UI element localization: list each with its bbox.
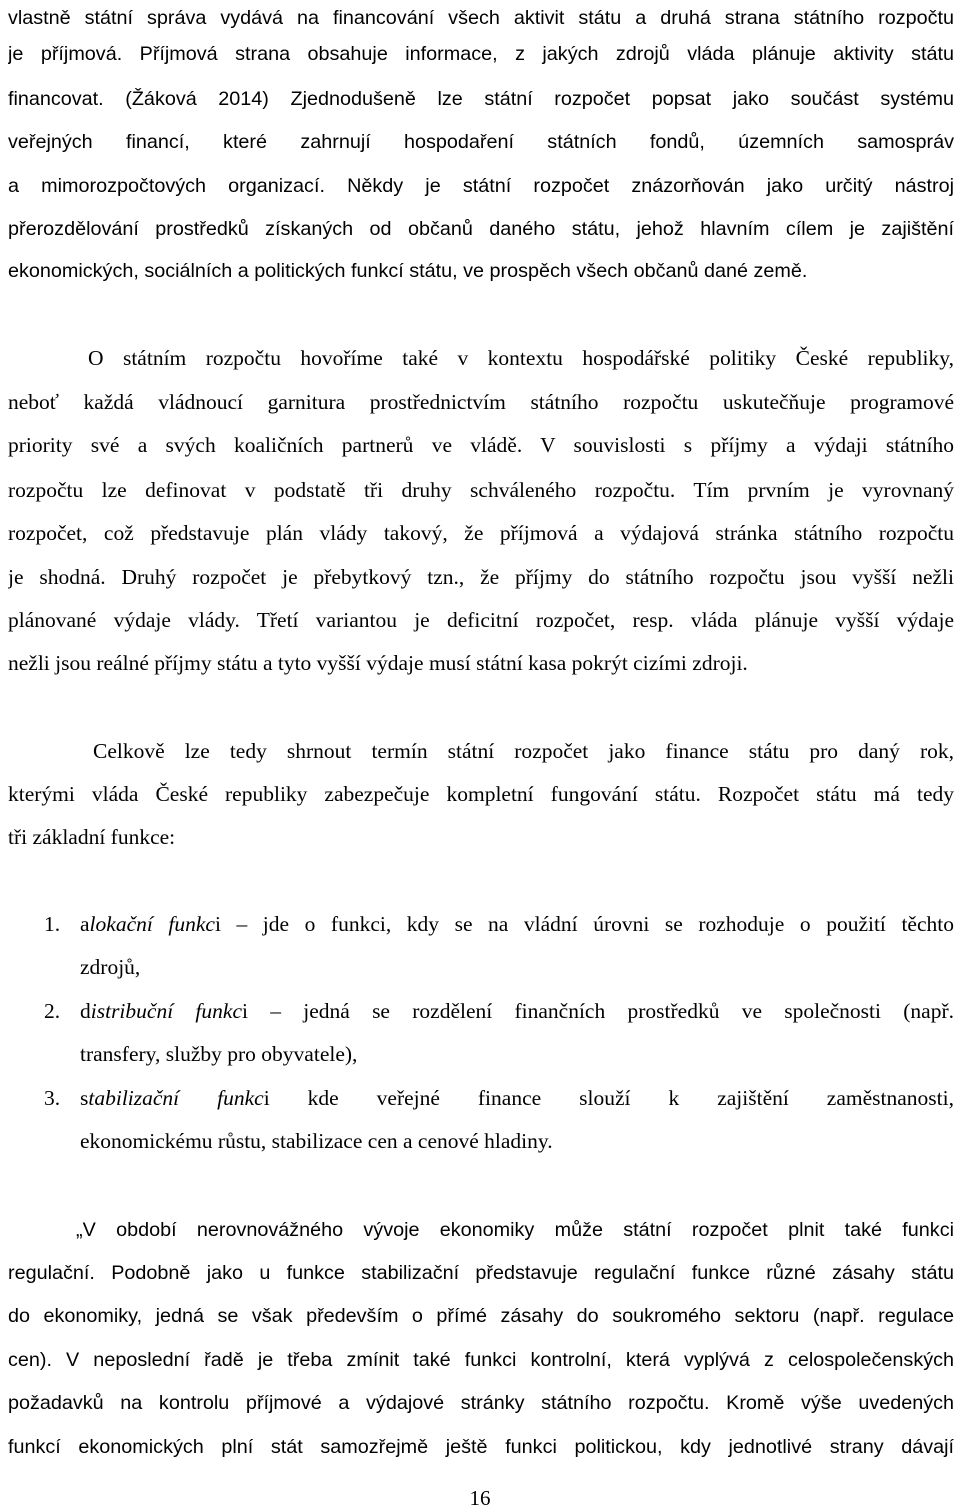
list-number: 2. (44, 999, 61, 1023)
text-line (8, 476, 954, 504)
text-line (8, 431, 954, 459)
text-line: regulační. Podobně jako u funkce stabilizační představuje regulační funkce různé zásahy státu (8, 1262, 954, 1284)
text-line: do ekonomiky, jedná se však především o přímé zásahy do soukromého sektoru (např. regulace (8, 1305, 954, 1327)
text-run: rozpočtu lze definovat v podstatě tři druhy schváleného rozpočtu. (8, 478, 694, 502)
text-line: Celkově lze tedy shrnout termín státní rozpočet jako finance státu pro daný rok, (93, 739, 954, 763)
text-line: neboť každá vládnoucí garnitura prostřednictvím státního rozpočtu uskutečňuje programové (8, 390, 954, 414)
text-line: požadavků na kontrolu příjmové a výdajové stránky státního rozpočtu. Kromě výše uvedených (8, 1392, 954, 1414)
text-run: Rozpočet státu má tedy (717, 782, 954, 806)
text-run: Třetí variantou je deficitní rozpočet, resp. (256, 608, 691, 632)
list-item-text (80, 1084, 954, 1112)
list-item-continuation: zdrojů, (80, 955, 141, 979)
list-item-text (80, 997, 954, 1025)
text-line: rozpočet, což představuje plán vlády takový, že příjmová a výdajová stránka státního rozpočtu (8, 521, 954, 545)
text-run: V souvislosti s příjmy a výdaji státního (540, 433, 954, 457)
text-line: „V období nerovnovážného vývoje ekonomiky může státní rozpočet plnit také funkci (76, 1219, 954, 1241)
text-line: veřejných financí, které zahrnují hospodaření státních fondů, územních samospráv (8, 131, 954, 153)
list-item-continuation: transfery, služby pro obyvatele), (80, 1042, 358, 1066)
text-line (8, 606, 954, 634)
text-run: priority své a svých koaličních partnerů ve vládě. (8, 433, 541, 457)
text-line: je příjmová. Příjmová strana obsahuje informace, z jakých zdrojů vláda plánuje aktivity státu (8, 43, 954, 65)
text-run: Druhý rozpočet je přebytkový tzn. (121, 565, 459, 589)
text-run: (Žáková 2014) Zjednodušeně lze státní rozpočet popsat jako součást systému (125, 88, 954, 110)
text-line: vlastně státní správa vydává na financování všech aktivit státu a druhá strana státního rozpočtu (8, 7, 954, 29)
text-line: tři základní funkce: (8, 825, 176, 849)
text-run: kterými vláda České republiky zabezpečuje kompletní fungování státu. (8, 782, 718, 806)
text-run: Tím prvním je vyrovnaný (693, 478, 954, 502)
text-run: Někdy je státní rozpočet znázorňován jako určitý nástroj (347, 175, 954, 197)
text-run: a (80, 912, 90, 936)
text-run: i – jedná se rozdělení finančních prostředků ve společnosti (např. (242, 999, 954, 1023)
text-line: nežli jsou reálné příjmy státu a tyto vyšší výdaje musí státní kasa pokrýt cizími zdroji. (8, 651, 748, 675)
text-run: je shodná. (8, 565, 122, 589)
text-line: ekonomických, sociálních a politických funkcí státu, ve prospěch všech občanů dané země. (8, 260, 808, 282)
text-run: a mimorozpočtových organizací. (8, 175, 348, 197)
text-line (8, 563, 954, 591)
list-item-continuation: ekonomickému růstu, stabilizace cen a cenové hladiny. (80, 1129, 553, 1153)
text-line: funkcí ekonomických plní stát samozřejmě ještě funkci politickou, kdy jednotlivé strany dávají (8, 1436, 954, 1458)
text-run: financovat. (8, 88, 126, 110)
text-run: i – jde o funkci, kdy se na vládní úrovni se rozhoduje o použití těchto (214, 912, 954, 936)
text-line: O státním rozpočtu hovoříme také v kontextu hospodářské politiky České republiky, (88, 346, 954, 370)
italic-term: istribuční funkc (90, 999, 242, 1023)
text-run: s (80, 1086, 89, 1110)
text-line (8, 780, 954, 808)
text-line: cen). V neposlední řadě je třeba zmínit také funkci kontrolní, která vyplývá z celospolečenských (8, 1349, 954, 1371)
text-run: plánované výdaje vlády. (8, 608, 257, 632)
page-number: 16 (469, 1486, 491, 1510)
text-line (8, 171, 954, 200)
text-run: , že příjmy do státního rozpočtu jsou vyšší nežli (458, 565, 954, 589)
text-run: i kde veřejné finance slouží k zajištění zaměstnanosti, (263, 1086, 954, 1110)
text-line (8, 84, 954, 113)
list-number: 3. (44, 1086, 61, 1110)
list-item-text (80, 910, 954, 938)
text-run: vláda plánuje vyšší výdaje (690, 608, 954, 632)
italic-term: tabilizační funkc (88, 1086, 264, 1110)
text-line: přerozdělování prostředků získaných od občanů daného státu, jehož hlavním cílem je zajištění (8, 218, 954, 240)
list-number: 1. (44, 912, 61, 936)
text-run: d (80, 999, 91, 1023)
italic-term: lokační funkc (89, 912, 215, 936)
